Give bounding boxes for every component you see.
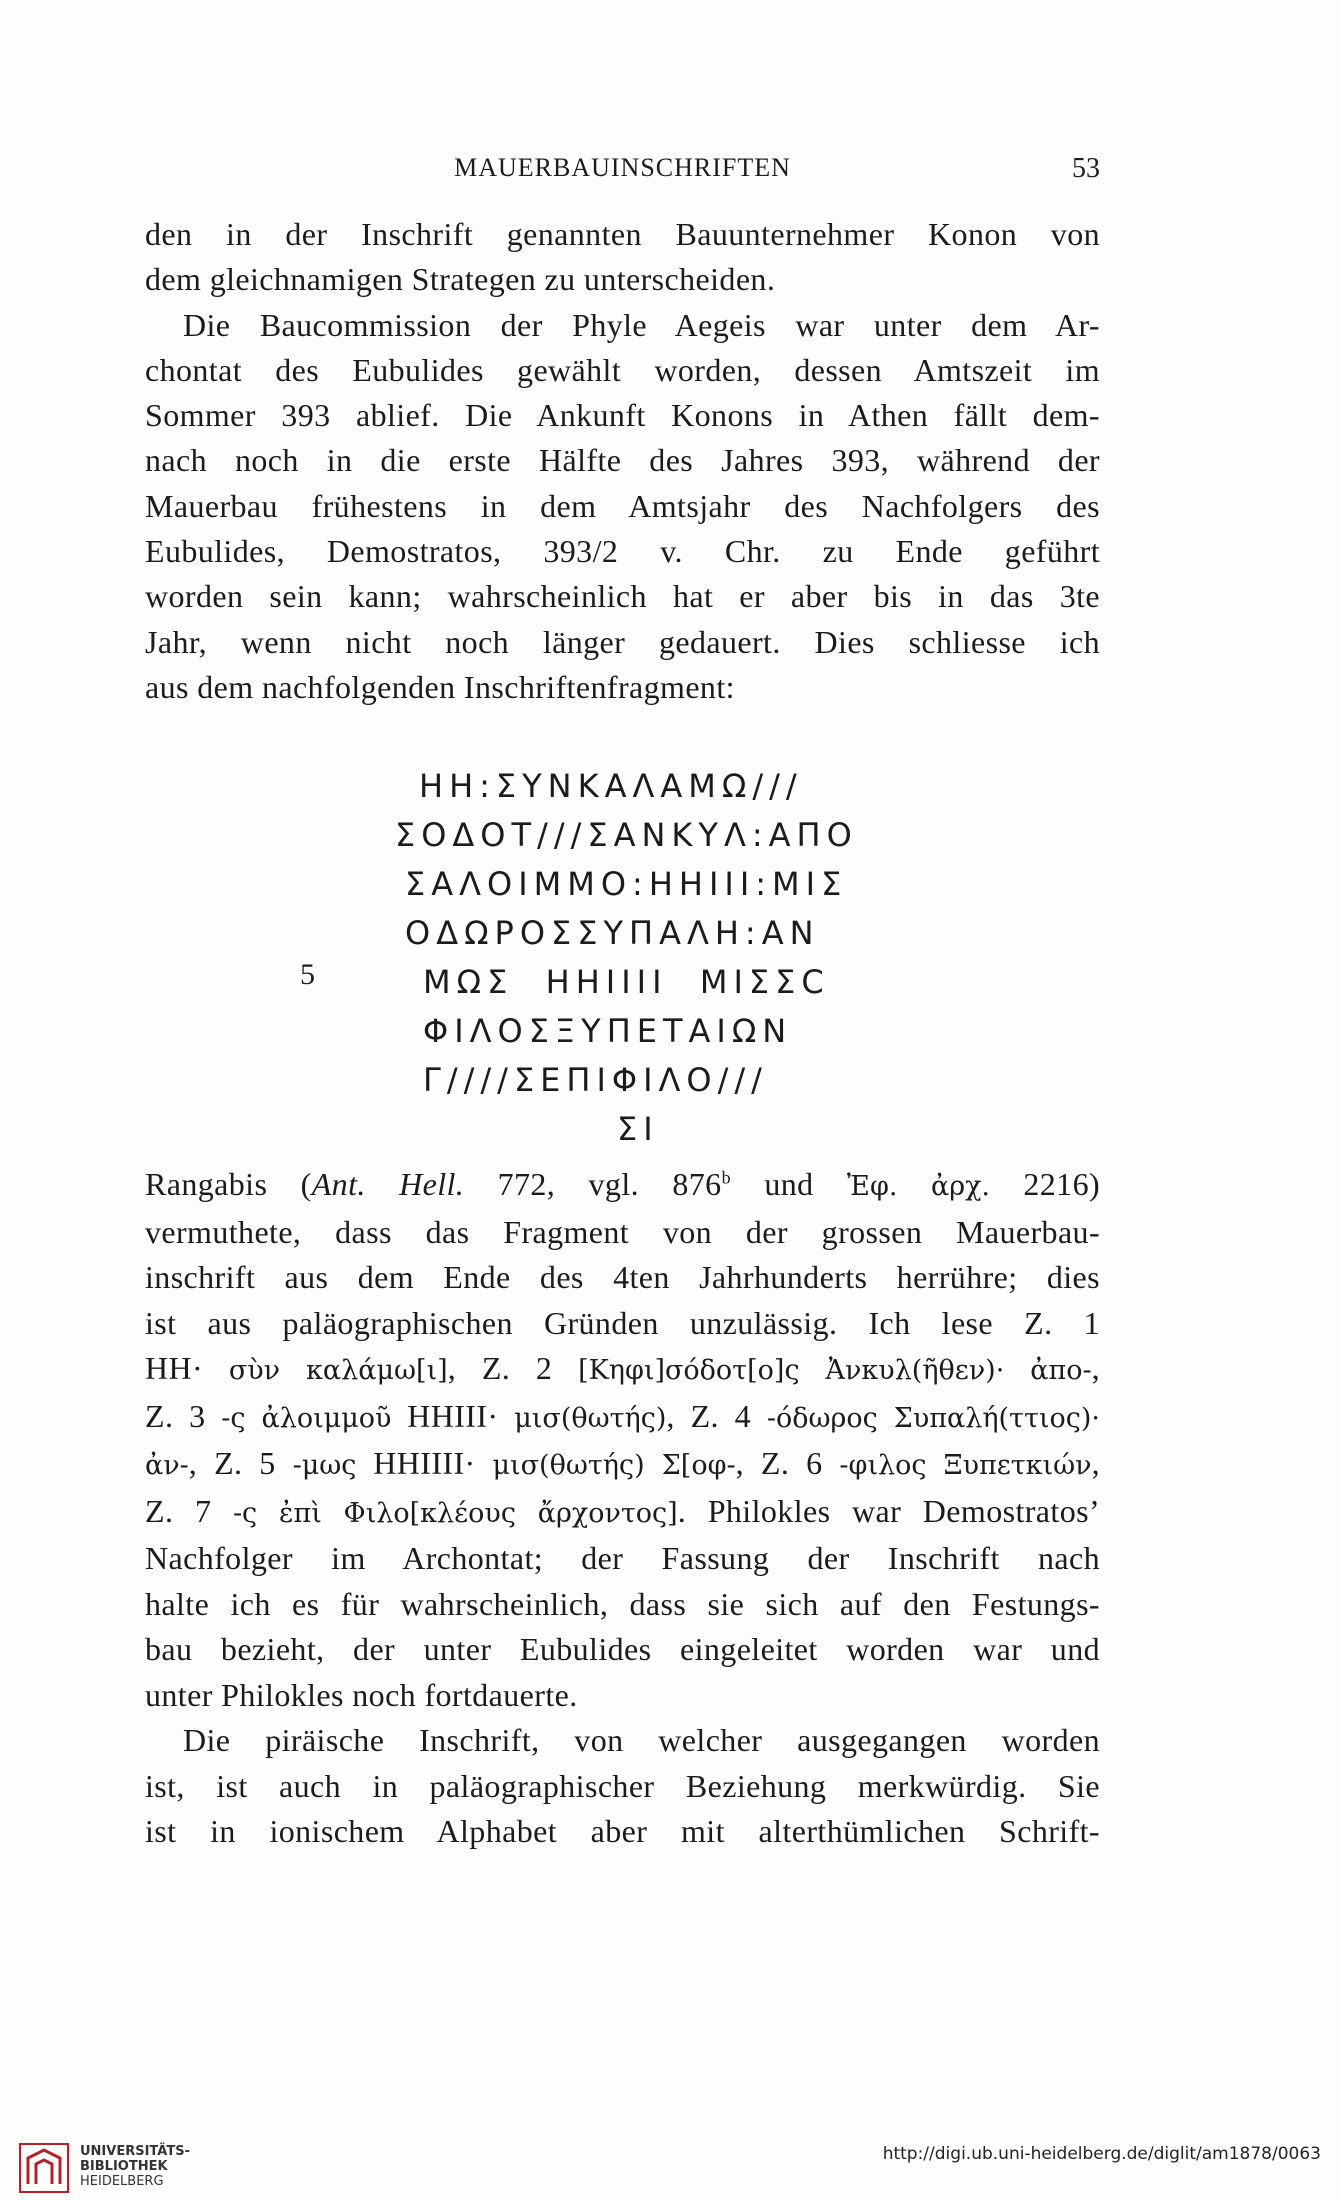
page-number: 53 — [1072, 153, 1100, 184]
greek-text: -ς ἐπὶ Φιλο[κλέους ἄρχοντος] — [232, 1497, 678, 1529]
text-span: , — [1091, 1350, 1100, 1386]
greek-text: [Κηφι]σόδοτ[ο]ς Ἀνκυλ(ῆθεν)· ἀπο- — [578, 1355, 1092, 1386]
library-line: HEIDELBERG — [80, 2174, 164, 2189]
text-line: unter Philokles noch fortdauerte. — [145, 1676, 578, 1713]
inscription-line-number: 5 — [300, 958, 315, 991]
greek-text: -φιλος Ξυπετκιών — [839, 1450, 1092, 1481]
text-line — [145, 1489, 1100, 1537]
text-line — [145, 1394, 1100, 1442]
inscription-line: ΦΙΛΟΣΞΥΠΕΤΑΙΩΝ — [423, 1012, 793, 1050]
text-span: ΗΗΙΙΙΙ· — [356, 1445, 493, 1481]
text-line: inschrift aus dem Ende des 4ten Jahrhunderts herrühre; dies — [145, 1259, 1100, 1295]
text-line: Eubulides, Demostratos, 393/2 v. Chr. zu Ende geführt — [145, 533, 1100, 570]
text-span: ΗΗ· — [145, 1350, 229, 1386]
greek-text: -όδωρος Συπαλή(ττιος)· — [766, 1402, 1100, 1434]
greek-text: ἀν- — [145, 1450, 189, 1481]
inscription-line: ΟΔΩΡΟΣΣΥΠΑΛΗ:ΑΝ — [405, 914, 820, 952]
text-line: Die Baucommission der Phyle Aegeis war unter dem Ar- — [183, 306, 1100, 343]
text-span: , Z. 2 — [447, 1350, 579, 1386]
text-line: halte ich es für wahrscheinlich, dass sie sich auf den Festungs- — [145, 1585, 1100, 1622]
text-line: bau bezieht, der unter Eubulides eingeleitet worden war und — [145, 1631, 1100, 1667]
running-head — [145, 153, 1100, 193]
text-line: den in der Inschrift genannten Bauunternehmer Konon von — [145, 216, 1100, 252]
library-name — [80, 2144, 190, 2189]
text-span: 772, vgl. 876 — [464, 1166, 722, 1202]
text-line: Nachfolger im Archontat; der Fassung der Inschrift nach — [145, 1540, 1100, 1576]
text-line: ist aus paläographischen Gründen unzulässig. Ich lese Z. 1 — [145, 1304, 1100, 1341]
text-line: aus dem nachfolgenden Inschriftenfragment: — [145, 668, 735, 705]
text-line: vermuthete, dass das Fragment von der grossen Mauerbau- — [145, 1213, 1100, 1250]
text-line: ist in ionischem Alphabet aber mit alterthümlichen Schrift- — [145, 1813, 1100, 1849]
text-span: , Z. 4 — [666, 1397, 767, 1434]
greek-text: σὺν καλάμω[ι] — [228, 1355, 448, 1386]
body-text-bottom — [145, 1162, 1100, 1855]
inscription-line: ΣΙ — [617, 1110, 659, 1148]
greek-text: -μως — [292, 1450, 357, 1481]
inscription-line: ΣΑΛΟΙΜΜΟ:ΗΗΙΙΙ:ΜΙΣ — [405, 865, 848, 903]
text-span: Z. 7 — [145, 1492, 233, 1529]
text-span: , Z. 5 — [188, 1445, 293, 1481]
text-span: , — [1091, 1445, 1100, 1481]
inscription-line: Γ////ΣΕΠΙΦΙΛΟ/// — [423, 1061, 768, 1099]
text-span: und — [730, 1166, 847, 1202]
text-line: Jahr, wenn nicht noch länger gedauert. Dies schliesse ich — [145, 623, 1100, 660]
footer — [0, 2130, 1339, 2200]
superscript: b — [721, 1167, 731, 1188]
text-span: 2216) — [990, 1166, 1101, 1202]
body-text-top — [145, 212, 1100, 710]
text-span: Rangabis ( — [145, 1166, 312, 1202]
text-line: Die piräische Inschrift, von welcher ausgegangen worden — [183, 1722, 1100, 1758]
text-line: Sommer 393 ablief. Die Ankunft Konons in Athen fällt dem- — [145, 397, 1100, 434]
inscription-line: ΜΩΣ ΗΗΙΙΙΙ ΜΙΣΣC — [423, 963, 830, 1001]
greek-text: Ἐφ. ἀρχ. — [846, 1171, 991, 1202]
greek-text: -ς ἀλοιμμοῦ — [221, 1402, 392, 1434]
text-line — [145, 1441, 1100, 1489]
text-line: worden sein kann; wahrscheinlich hat er aber bis in das 3te — [145, 578, 1100, 615]
library-line: BIBLIOTHEK — [80, 2159, 168, 2174]
source-url-link[interactable]: http://digi.ub.uni-heidelberg.de/diglit/am1878/0063 — [882, 2144, 1321, 2164]
text-line — [145, 1346, 1100, 1394]
text-line: ist, ist auch in paläographischer Beziehung merkwürdig. Sie — [145, 1767, 1100, 1804]
text-span: Z. 3 — [145, 1397, 222, 1434]
greek-text: μισ(θωτής) Σ[οφ- — [492, 1450, 736, 1481]
text-line: chontat des Eubulides gewählt worden, dessen Amtszeit im — [145, 351, 1100, 388]
library-logo-icon — [18, 2142, 70, 2194]
text-line — [145, 1162, 1100, 1210]
text-span: , Z. 6 — [735, 1445, 840, 1481]
text-span: ΗΗΙΙΙ· — [391, 1397, 515, 1434]
inscription-fragment — [395, 762, 915, 1154]
running-title: MAUERBAUINSCHRIFTEN — [454, 153, 791, 182]
library-line: UNIVERSITÄTS- — [80, 2144, 190, 2159]
greek-text: μισ(θωτής) — [514, 1402, 667, 1434]
citation-italic: Ant. Hell. — [311, 1166, 465, 1202]
inscription-line: ΣΟΔΟΤ///ΣΑΝΚΥΛ:ΑΠΟ — [395, 816, 858, 854]
inscription-line: ΗΗ:ΣΥΝΚΑΛΑΜΩ/// — [419, 767, 803, 805]
text-line: Mauerbau frühestens in dem Amtsjahr des Nachfolgers des — [145, 487, 1100, 524]
text-line: nach noch in die erste Hälfte des Jahres 393, während der — [145, 442, 1100, 479]
text-span: . Philokles war Demostratos’ — [677, 1492, 1101, 1529]
text-line: dem gleichnamigen Strategen zu unterscheiden. — [145, 261, 776, 298]
